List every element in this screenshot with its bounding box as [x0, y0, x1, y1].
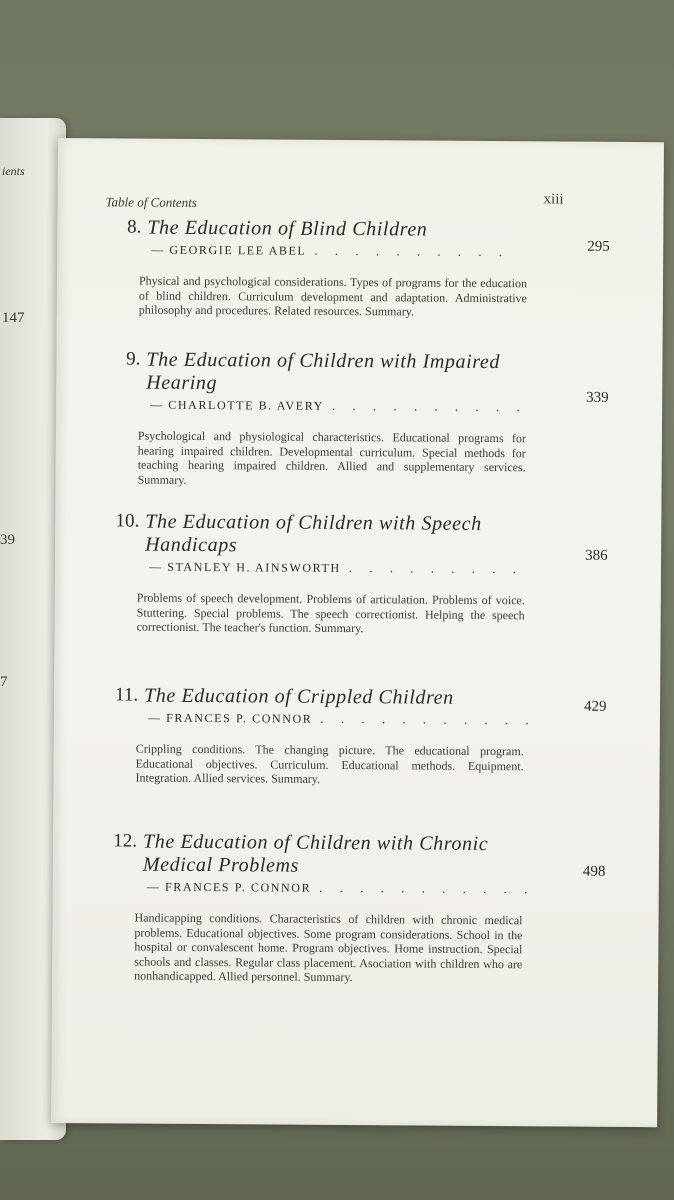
chapter-number: 10. [115, 510, 140, 532]
chapter-author: — GEORGIE LEE ABEL [151, 242, 307, 258]
author-line [151, 238, 610, 261]
left-page-fragment: 147 [2, 310, 25, 326]
chapter-title: The Education of Children with Speech Handicaps [145, 510, 482, 557]
chapter-summary: Problems of speech development. Problems of articulation. Problems of voice. Stuttering. Special problems. The speech correctionist. Helping the speech correctionist. The teacher's function. Summary. [136, 590, 525, 636]
chapter-page-number: 295 [587, 238, 610, 255]
toc-entry [92, 830, 606, 986]
dot-leader: . . . . . . . . . . [331, 397, 527, 415]
chapter-number: 8. [127, 216, 142, 238]
left-page-fragment: 39 [0, 532, 15, 548]
toc-entry [93, 684, 607, 788]
toc-entry [96, 348, 609, 489]
book-page [51, 138, 664, 1127]
chapter-number: 11. [114, 684, 139, 706]
dot-leader: . . . . . . . . . . [314, 242, 510, 260]
chapter-page-number: 339 [586, 389, 609, 406]
toc-entry [95, 510, 608, 637]
chapter-summary: Crippling conditions. The changing picture. The educational program. Educational objectives. Curriculum. Educational methods. Equipment. Integration. Allied services. Summary. [135, 741, 524, 786]
chapter-page-number: 429 [583, 698, 607, 715]
left-page-fragment: 7 [0, 674, 8, 690]
author-line [146, 863, 606, 898]
author-line [148, 547, 608, 578]
author-line [150, 389, 609, 416]
running-head: Table of Contents [105, 194, 197, 210]
chapter-title: The Education of Children with Impaired Hearing [146, 348, 501, 395]
chapter-author: — FRANCES P. CONNOR [147, 710, 313, 726]
chapter-title: The Education of Children with Chronic Medical Problems [142, 830, 489, 877]
chapter-number: 9. [126, 348, 141, 370]
chapter-page-number: 386 [585, 547, 608, 564]
chapter-page-number: 498 [582, 863, 606, 880]
left-page-fragment: ients [2, 164, 25, 178]
dot-leader: . . . . . . . . . . . [319, 879, 535, 897]
chapter-summary: Handicapping conditions. Characteristics of children with chronic medical problems. Educational objectives. Some program considerations. School in the hospital or convalescent home. Program objectives. Home instruction. Special schools and classes. Regular class placement. Asociation with children who are nonhandicapped. Allied personnel. Summary. [134, 910, 523, 985]
author-line [147, 698, 607, 729]
chapter-number: 12. [113, 830, 138, 852]
chapter-author: — CHARLOTTE B. AVERY [150, 397, 324, 413]
chapter-summary: Physical and psychological considerations. Types of programs for the education of blind children. Curriculum development and adaptation. Administrative philosophy and procedures. Related resources. Summary. [138, 273, 528, 319]
chapter-summary: Psychological and physiological characteristics. Educational programs for hearing impaired children. Developmental curriculum. Special methods for teaching hearing impaired children. Allied and supplementary services. Summary. [137, 428, 526, 487]
chapter-author: — FRANCES P. CONNOR [146, 879, 312, 895]
toc-entry [97, 216, 610, 320]
chapter-author: — STANLEY H. AINSWORTH [148, 559, 341, 575]
chapter-title: The Education of Blind Children [147, 216, 428, 241]
chapter-title: The Education of Crippled Children [144, 684, 454, 709]
dot-leader: . . . . . . . . . . . [320, 710, 536, 728]
dot-leader: . . . . . . . . . [348, 560, 524, 577]
page-folio: xiii [543, 191, 564, 208]
